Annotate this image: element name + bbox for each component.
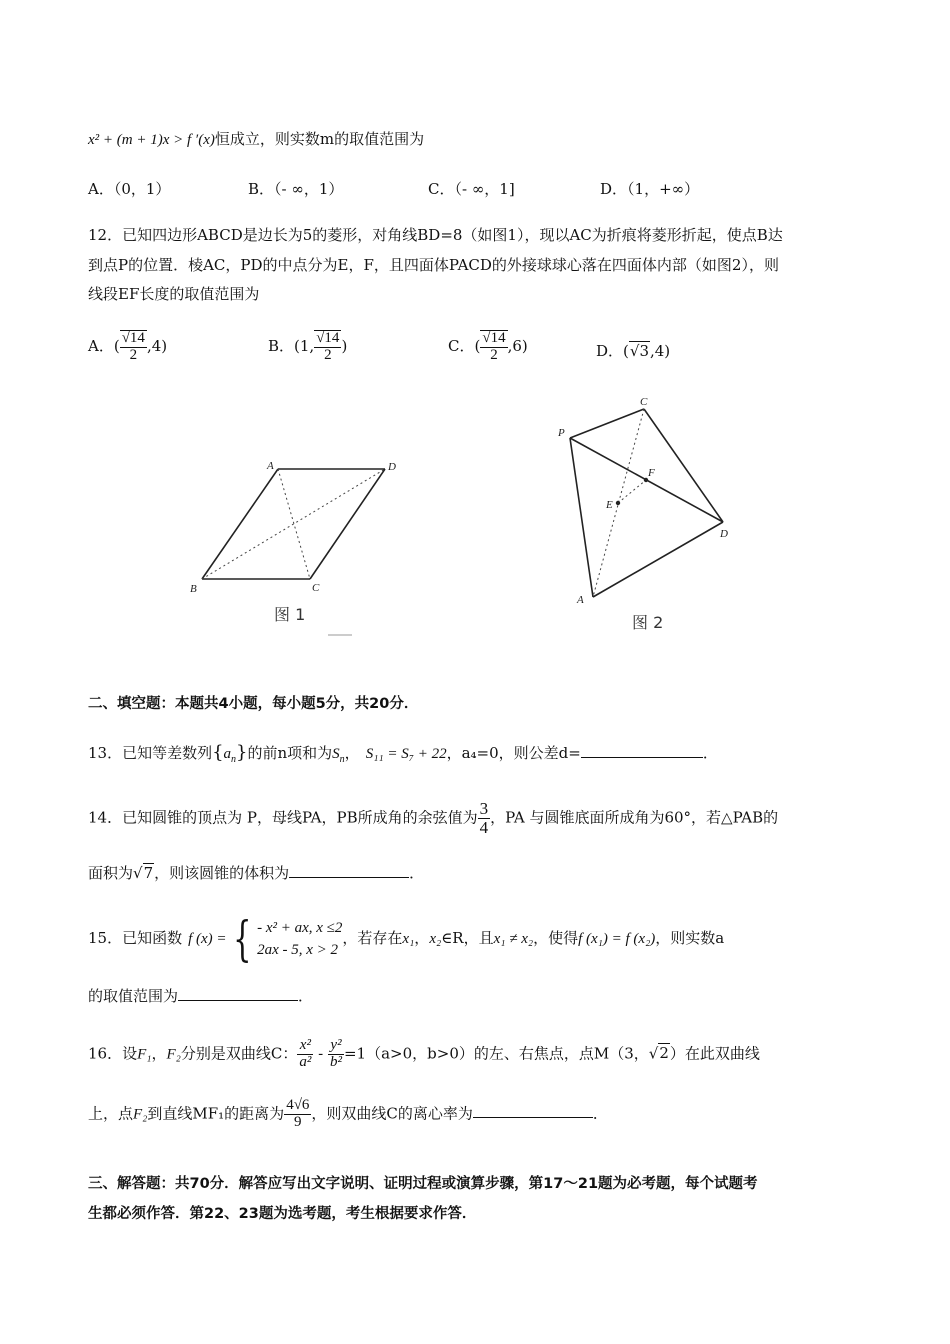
q12-option-d: D．(√3,4) xyxy=(596,342,671,360)
fig2-label-e: E xyxy=(606,499,613,511)
fig1-label-d: D xyxy=(388,461,396,473)
q11-tail xyxy=(88,128,424,149)
q14-answer-blank[interactable] xyxy=(289,863,409,878)
figure-2-tetrahedron xyxy=(550,392,750,642)
section-2-heading: 二、填空题：本题共4小题，每小题5分，共20分． xyxy=(88,696,419,712)
q16-answer-blank[interactable] xyxy=(473,1103,593,1118)
fig1-label-c: C xyxy=(312,582,320,594)
q14-line-1: 14．已知圆锥的顶点为 P，母线PA，PB所成角的余弦值为 $\frac{3}{4}$ ，PA 与圆锥底面所成角为60°，若△PAB的 xyxy=(88,799,779,837)
q13-answer-blank[interactable] xyxy=(581,743,703,758)
q11-inequality: x² + (m + 1)x > f ′(x) xyxy=(88,132,215,148)
fig2-label-d: D xyxy=(720,528,728,540)
q12-line-1: 12．已知四边形ABCD是边长为5的菱形，对角线BD=8（如图1），现以AC为折痕将菱形折起，使点B达 xyxy=(88,226,783,244)
q12-option-c: C．( $\frac{√14}{2}$ ,6) xyxy=(448,330,528,363)
q11-option-a: A．（0，1） xyxy=(88,180,171,198)
q12-line-2: 到点P的位置．棱AC，PD的中点分为E，F，且四面体PACD的外接球球心落在四面体内部（如图2），则 xyxy=(88,256,779,274)
q11-option-b: B．（- ∞，1） xyxy=(248,180,344,198)
q15-line-2: 的取值范围为 ． xyxy=(88,987,314,1005)
q14-line-2: 面积为√7，则该圆锥的体积为 ． xyxy=(88,864,425,882)
q16-line-2: 上，点F₂到直线MF₁的距离为 $\frac{4√6}{9}$ ，则双曲线C的离心率为 ． xyxy=(88,1097,608,1130)
fig1-label-a: A xyxy=(267,460,274,472)
fig2-label-a: A xyxy=(577,594,584,606)
q12-line-3: 线段EF长度的取值范围为 xyxy=(88,285,260,303)
q11-option-d: D．（1，+∞） xyxy=(600,180,700,198)
q12-option-b: B．(1, $\frac{√14}{2}$ ) xyxy=(268,330,348,363)
q11-option-c: C．（- ∞，1] xyxy=(428,180,515,198)
q13: 13．已知等差数列$\{a_n\}$的前n项和为$S_n$， S₁₁ = S₇ + 22，a₄=0，则公差d= ． xyxy=(88,742,718,765)
q11-text: 恒成立，则实数m的取值范围为 xyxy=(214,130,425,148)
q12-option-a: A．( $\frac{√14}{2}$ ,4) xyxy=(88,330,168,363)
fig2-label-c: C xyxy=(640,396,648,408)
q15-answer-blank[interactable] xyxy=(178,986,298,1001)
fig1-caption: 图 1 xyxy=(274,605,306,624)
fig1-label-b: B xyxy=(190,583,197,595)
fig2-caption: 图 2 xyxy=(632,613,664,632)
section-3-line-1: 三、解答题：共70分．解答应写出文字说明、证明过程或演算步骤，第17～21题为必考题，每个试题考 xyxy=(88,1176,758,1192)
fig2-label-p: P xyxy=(558,427,565,439)
q15-line-1: 15．已知函数 f (x) = { - x² + ax, x ≤2 2ax - 5, x > 2 ，若存在x₁，x₂∈R，且x₁ ≠ x₂，使得f (x₁) = f (x₂)，则实数a xyxy=(88,911,725,967)
figure-1-rhombus xyxy=(180,455,410,645)
section-3-line-2: 生都必须作答．第22、23题为选考题，考生根据要求作答． xyxy=(88,1206,477,1222)
fig2-label-f: F xyxy=(648,467,655,479)
q16-line-1: 16．设F₁，F₂分别是双曲线C： $\frac{\text{x²}}{\text{a²}}$ - $\frac{\text{y²}}{\text{b²}}$ =1（a>0，b>0）的左、右焦点，点M（3，√2）在此双曲线 xyxy=(88,1037,760,1070)
